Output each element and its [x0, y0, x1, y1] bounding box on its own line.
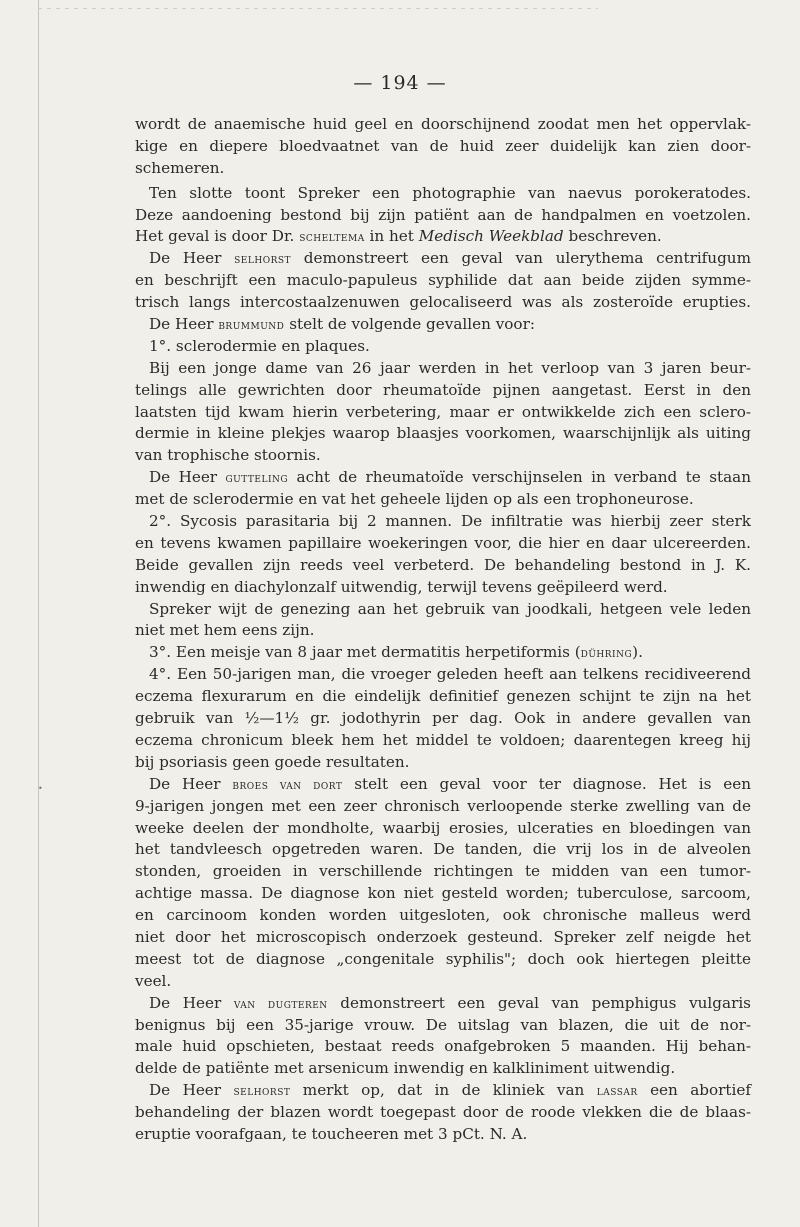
text-line: De Heer selhorst demonstreert een geval van ulerythema centrifugum [149, 249, 751, 268]
text-line: De Heer broes van dort stelt een geval voor ter diagnose. Het is een [149, 774, 751, 793]
text-line: 1°. sclerodermie en plaques. [149, 336, 370, 355]
text-line: eczema flexurarum en die eindelijk definitief genezen schijnt te zijn na het [135, 687, 751, 706]
text-line: veel. [135, 971, 172, 990]
text-line: en carcinoom konden worden uitgesloten, ook chronische malleus werd [135, 906, 751, 925]
text-line: niet met hem eens zijn. [135, 621, 315, 640]
text-line: 3°. Een meisje van 8 jaar met dermatitis herpetiformis (dühring). [149, 643, 643, 662]
text-line: Spreker wijt de genezing aan het gebruik van joodkali, hetgeen vele leden [149, 599, 751, 618]
text-line: met de sclerodermie en vat het geheele lijden op als een trophoneurose. [135, 490, 694, 509]
text-line: kige en diepere bloedvaatnet van de huid zeer duidelijk kan zien door- [135, 136, 751, 155]
page-number: — 194 — [353, 72, 447, 94]
text-line: 2°. Sycosis parasitaria bij 2 mannen. De infiltratie was hierbij zeer sterk [149, 512, 751, 531]
body-text [135, 114, 751, 1146]
text-line: delde de patiënte met arsenicum inwendig en kalkliniment uitwendig. [135, 1059, 676, 1078]
text-line: en tevens kwamen papillaire woekeringen voor, die hier en daar ulcereerden. [135, 533, 751, 552]
text-line: eczema chronicum bleek hem het middel te voldoen; daarentegen kreeg hij [135, 730, 751, 749]
text-line: niet door het microscopisch onderzoek gesteund. Spreker zelf neigde het [135, 927, 751, 946]
text-line: het tandvleesch opgetreden waren. De tanden, die vrij los in de alveolen [135, 840, 751, 859]
text-line: wordt de anaemische huid geel en doorschijnend zoodat men het oppervlak- [135, 115, 751, 133]
text-line: De Heer selhorst merkt op, dat in de kliniek van lassar een abortief [149, 1081, 751, 1100]
text-line: telings alle gewrichten door rheumatoïde pijnen aangetast. Eerst in den [135, 380, 751, 399]
text-line: Beide gevallen zijn reeds veel verbeterd. De behandeling bestond in J. K. [135, 555, 751, 574]
text-line: van trophische stoornis. [135, 446, 321, 465]
text-line: De Heer brummund stelt de volgende gevallen voor: [149, 315, 535, 334]
text-line: Het geval is door Dr. scheltema in het Medisch Weekblad beschreven. [135, 227, 662, 246]
text-line: trisch langs intercostaalzenuwen gelocaliseerd was als zosteroïde erupties. [135, 293, 751, 312]
text-line: bij psoriasis geen goede resultaten. [135, 752, 410, 771]
text-line: inwendig en diachylonzalf uitwendig, terwijl tevens geëpileerd werd. [135, 577, 668, 596]
text-line: meest tot de diagnose „congenitale syphilis"; doch ook hiertegen pleitte [135, 949, 751, 968]
text-line: De Heer van dugteren demonstreert een geval van pemphigus vulgaris [149, 993, 751, 1012]
text-line: benignus bij een 35-jarige vrouw. De uitslag van blazen, die uit de nor- [135, 1015, 751, 1034]
top-rule [38, 8, 598, 9]
text-line: 9-jarigen jongen met een zeer chronisch verloopende sterke zwelling van de [135, 796, 751, 815]
text-line: Bij een jonge dame van 26 jaar werden in het verloop van 3 jaren beur- [149, 358, 751, 377]
text-line: weeke deelen der mondholte, waarbij erosies, ulceraties en bloedingen van [135, 818, 751, 837]
text-line: eruptie voorafgaan, te toucheeren met 3 pCt. N. A. [135, 1124, 528, 1143]
text-line: De Heer gutteling acht de rheumatoïde verschijnselen in verband te staan [149, 468, 751, 487]
text-line: laatsten tijd kwam hierin verbetering, maar er ontwikkelde zich een sclero- [135, 402, 751, 421]
text-line: 4°. Een 50-jarigen man, die vroeger geleden heeft aan telkens recidiveerend [149, 665, 751, 684]
text-line: behandeling der blazen wordt toegepast door de roode vlekken die de blaas- [135, 1103, 751, 1122]
margin-mark: • [38, 784, 43, 793]
text-line: dermie in kleine plekjes waarop blaasjes voorkomen, waarschijnlijk als uiting [135, 424, 751, 443]
text-line: Deze aandoening bestond bij zijn patiënt aan de handpalmen en voetzolen. [135, 205, 751, 224]
text-line: schemeren. [135, 158, 225, 177]
text-line: gebruik van ½—1½ gr. jodothyrin per dag. Ook in andere gevallen van [135, 709, 751, 728]
text-line: en beschrijft een maculo-papuleus syphilide dat aan beide zijden symme- [135, 271, 751, 290]
text-line: achtige massa. De diagnose kon niet gesteld worden; tuberculose, sarcoom, [135, 884, 751, 903]
text-line: Ten slotte toont Spreker een photographie van naevus porokeratodes. [149, 183, 751, 202]
text-line: male huid opschieten, bestaat reeds onafgebroken 5 maanden. Hij behan- [135, 1037, 751, 1056]
left-margin-rule [38, 0, 39, 1227]
text-line: stonden, groeiden in verschillende richtingen te midden van een tumor- [135, 862, 751, 881]
